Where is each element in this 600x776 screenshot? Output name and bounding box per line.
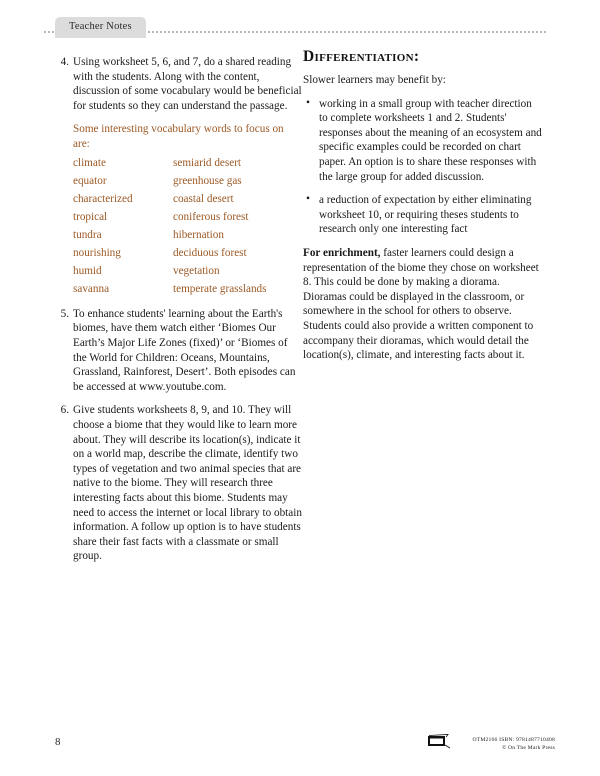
vocab-word: nourishing xyxy=(73,247,121,260)
footer-copyright-line: © On The Mark Press xyxy=(501,745,555,751)
vocab-word: deciduous forest xyxy=(173,247,247,260)
differentiation-bullet-2 xyxy=(303,193,543,237)
vocab-word: equator xyxy=(73,174,107,187)
left-content-column xyxy=(55,55,303,573)
enrichment-paragraph xyxy=(303,246,543,363)
vocab-word: tropical xyxy=(73,210,108,223)
footer-isbn-line: OTM2166 ISBN: 9781487710408 xyxy=(472,737,555,743)
vocab-word: characterized xyxy=(73,192,133,205)
vocab-word: coniferous forest xyxy=(173,210,249,223)
vocab-word: savanna xyxy=(73,283,110,296)
differentiation-bullet-1-text: working in a small group with teacher direction to complete worksheets 1 and 2. Students' responses about the meaning of an ecosystem and specific examples could be recorded on chart paper. An option is to share these responses with the large group for added discussion. xyxy=(319,97,542,183)
list-item-4-number: 4. xyxy=(60,56,69,68)
differentiation-heading: Differentiation: xyxy=(303,48,420,65)
list-item-6-text: Give students worksheets 8, 9, and 10. They will choose a biome that they would like to learn more about. They will describe its location(s), indicate it on a world map, describe the climate, identify two types of vegetation and two animal species that are native to the biome. They will research three interesting facts about this biome. Students may need to access the internet or local library to obtain information. A follow up option is to have students share their fast facts with a classmate or small group. xyxy=(73,404,302,563)
vocab-word: hibernation xyxy=(173,228,224,241)
vocabulary-block xyxy=(55,122,303,296)
vocab-word: humid xyxy=(73,265,102,278)
page-footer xyxy=(0,728,600,762)
on-the-mark-press-logo-icon xyxy=(426,733,452,749)
differentiation-bullet-2-text: a reduction of expectation by either eliminating worksheet 10, or requiring theses students to research only one interesting fact xyxy=(319,194,532,236)
list-item-5 xyxy=(55,307,303,395)
list-item-5-number: 5. xyxy=(60,307,69,320)
list-item-4 xyxy=(55,55,303,113)
vocab-word: greenhouse gas xyxy=(173,174,242,187)
right-content-column xyxy=(303,48,543,363)
vocabulary-word-grid xyxy=(73,156,303,297)
enrichment-text: faster learners could design a representation of the biome they chose on worksheet 8. This could be done by making a diorama. Dioramas could be displayed in the classroom, or somewhere in the school for others to observe. Students could also provide a written component to accompany their dioramas, which would detail the location(s), climate, and interesting facts about it. xyxy=(303,246,539,362)
differentiation-bullet-1 xyxy=(303,97,543,185)
list-item-6-number: 6. xyxy=(60,404,69,417)
teacher-notes-tab: Teacher Notes xyxy=(55,17,146,38)
vocab-word: coastal desert xyxy=(173,192,234,205)
bullet-dot-icon: • xyxy=(306,96,311,109)
vocab-word: temperate grasslands xyxy=(173,283,267,296)
list-item-4-text: Using worksheet 5, 6, and 7, do a shared reading with the students. Along with the content, discussion of some vocabulary would be beneficial for students so they can understand the passage. xyxy=(73,56,302,112)
bullet-dot-icon: • xyxy=(306,193,311,206)
vocab-word: semiarid desert xyxy=(173,156,242,169)
vocab-word: vegetation xyxy=(173,265,220,278)
vocabulary-heading: Some interesting vocabulary words to focus on are: xyxy=(73,123,284,150)
footer-imprint xyxy=(473,736,555,752)
vocab-word: tundra xyxy=(73,228,102,241)
list-item-6 xyxy=(55,403,303,564)
list-item-5-text: To enhance students' learning about the Earth's biomes, have them watch either ‘Biomes Our Earth’s Major Life Zones (fixed)’ or ‘Biomes of the World for Children: Oceans, Mountains, Grassland, Rainforest, Desert’. Both episodes can be accessed at www.youtube.com. xyxy=(73,307,296,393)
vocab-word: climate xyxy=(73,156,106,169)
page-number: 8 xyxy=(55,736,61,748)
page-header xyxy=(0,0,600,48)
differentiation-intro: Slower learners may benefit by: xyxy=(303,74,446,86)
enrichment-lead: For enrichment, xyxy=(303,246,381,259)
